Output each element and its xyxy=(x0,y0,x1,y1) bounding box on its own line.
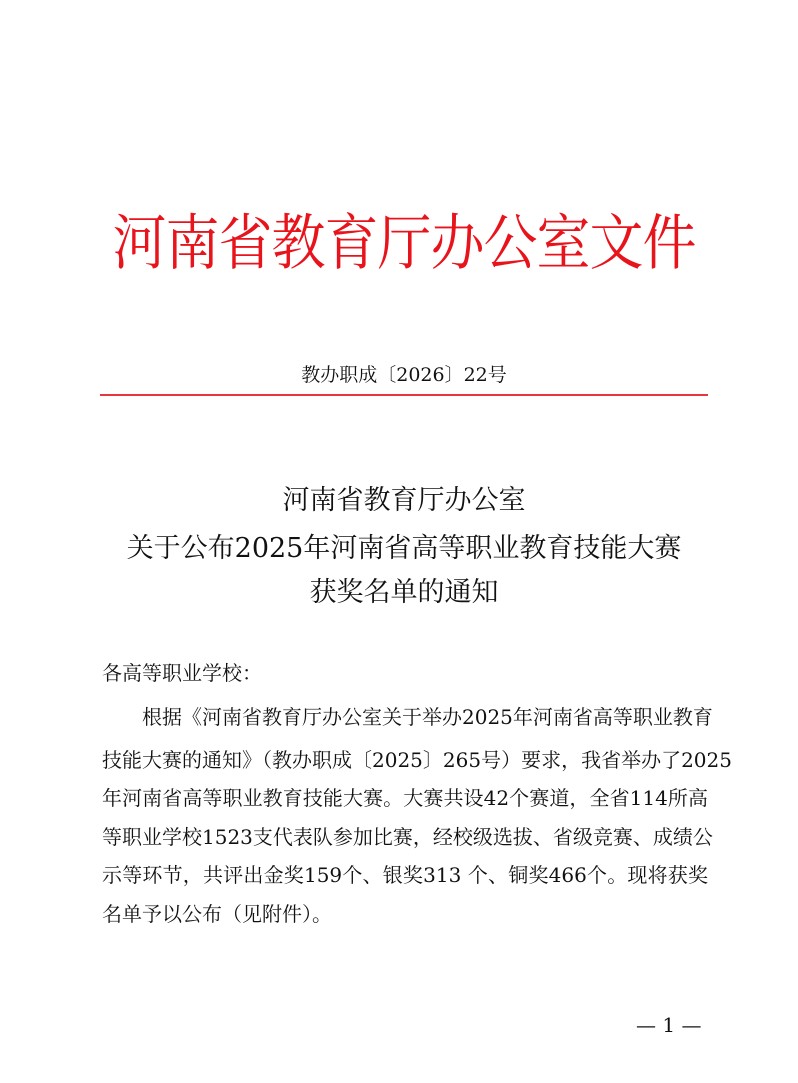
paragraph-line: 等职业学校1523支代表队参加比赛，经校级选拔、省级竞赛、成绩公 xyxy=(102,825,713,849)
heading-line-1: 河南省教育厅办公室 xyxy=(282,485,526,516)
paragraph-line: 年河南省高等职业教育技能大赛。大赛共设42个赛道，全省114所高 xyxy=(102,786,708,810)
heading-line-3: 获奖名单的通知 xyxy=(309,577,499,608)
document-number: 教办职成〔2026〕22号 xyxy=(301,364,507,386)
paragraph-line: 名单予以公布（见附件）。 xyxy=(102,902,332,926)
document-title: 河南省教育厅办公室文件 xyxy=(112,207,696,279)
paragraph-line: 技能大赛的通知》（教办职成〔2025〕265号）要求，我省举办了2025 xyxy=(102,748,732,772)
salutation: 各高等职业学校： xyxy=(102,661,262,685)
page-number: — 1 — xyxy=(636,1013,702,1037)
paragraph-line: 示等环节，共评出金奖159个、银奖313 个、铜奖466个。现将获奖 xyxy=(102,863,708,887)
red-divider xyxy=(100,394,708,396)
heading-line-2: 关于公布2025年河南省高等职业教育技能大赛 xyxy=(126,533,682,564)
paragraph-line: 根据《河南省教育厅办公室关于举办2025年河南省高等职业教育 xyxy=(142,705,713,729)
